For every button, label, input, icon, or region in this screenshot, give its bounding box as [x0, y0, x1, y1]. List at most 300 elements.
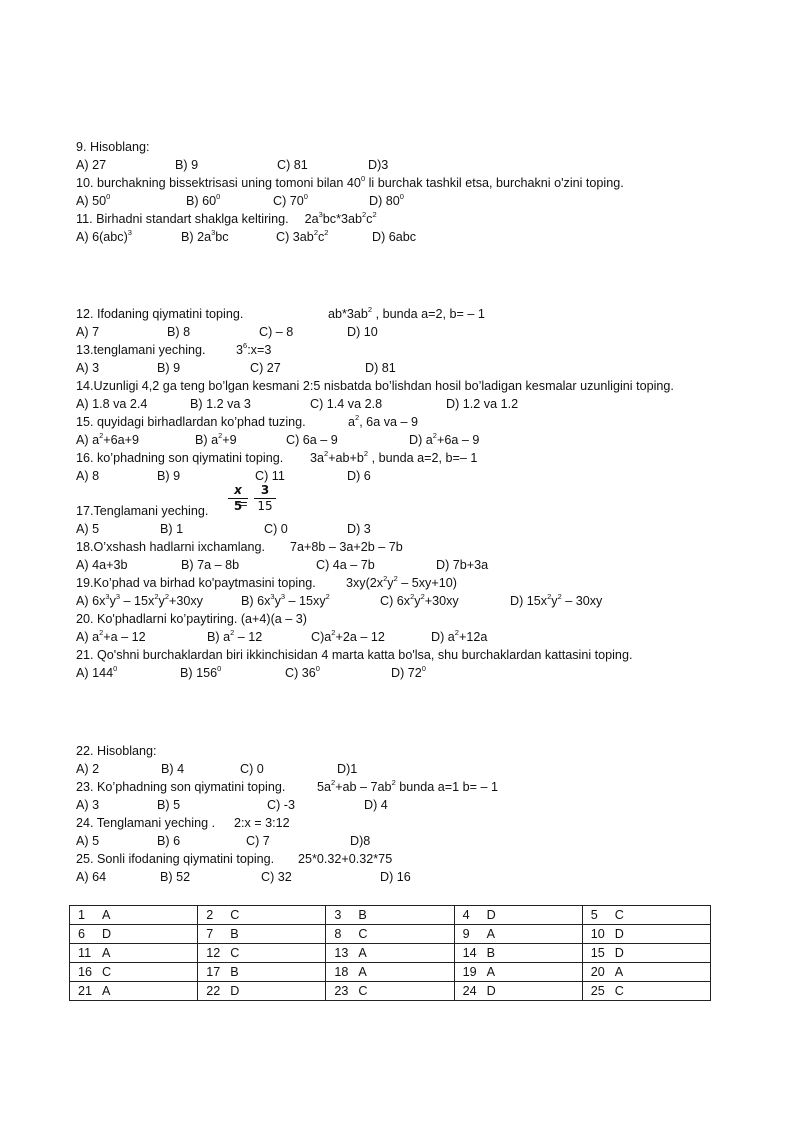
expression-text: , bunda a=2, b= – 1: [372, 307, 485, 321]
table-cell: [326, 944, 454, 963]
option-c: [276, 229, 328, 245]
expression: 2:x = 3:12: [234, 816, 290, 830]
table-cell: [582, 963, 710, 982]
option-text: A) 6x: [76, 594, 106, 608]
option-text: C) 70: [273, 194, 304, 208]
answer-number: 17: [206, 965, 221, 979]
question-text: 19.Ko’phad va birhad ko'paytmasini toping.: [76, 576, 316, 590]
answer-number: 22: [206, 984, 221, 998]
answer-number: 3: [334, 908, 342, 922]
table-cell: [70, 944, 198, 963]
question-13: [76, 342, 206, 358]
fraction-right: [254, 484, 276, 513]
option-a: A) 2: [76, 762, 100, 776]
question-text: 12. Ifodaning qiymatini toping.: [76, 307, 244, 321]
answer-number: 14: [462, 946, 477, 960]
option-text: C) 6a – 9: [286, 433, 338, 447]
option-a: A) 64: [76, 870, 107, 884]
option-text: A) 6(abc): [76, 230, 128, 244]
superscript: 2: [547, 592, 552, 601]
answer-number: 9: [462, 927, 470, 941]
superscript: 2: [454, 628, 459, 637]
option-d: D)3: [368, 158, 389, 172]
table-cell: [326, 925, 454, 944]
option-c: [380, 593, 459, 609]
answer-letter: A: [358, 946, 367, 960]
table-cell: [198, 906, 326, 925]
answer-letter: D: [102, 927, 112, 941]
superscript: 2: [324, 228, 329, 237]
option-c: C) 32: [261, 870, 292, 884]
table-row: [70, 925, 711, 944]
superscript: 2: [218, 431, 223, 440]
option-text: D) 6abc: [372, 230, 417, 244]
superscript: 2: [372, 210, 377, 219]
option-text: y: [109, 594, 116, 608]
expression-text: , 6a va – 9: [359, 415, 418, 429]
expression-text: – 5xy+10): [397, 576, 457, 590]
option-text: – 30xy: [561, 594, 603, 608]
expression-text: , bunda a=2, b=– 1: [368, 451, 478, 465]
superscript: 2: [230, 628, 235, 637]
option-text: y: [551, 594, 558, 608]
denominator: 15: [257, 499, 273, 513]
superscript: 2: [363, 449, 369, 458]
equals-sign: =: [240, 496, 248, 511]
answer-number: 12: [206, 946, 221, 960]
option-text: C) 3ab: [276, 230, 314, 244]
superscript: 2: [99, 628, 104, 637]
answer-number: 25: [590, 984, 605, 998]
option-text: B) a: [195, 433, 219, 447]
option-text: +2a – 12: [335, 630, 385, 644]
answer-letter: B: [486, 946, 495, 960]
answer-key-table: [69, 905, 711, 1001]
option-a: A) 3: [76, 361, 100, 375]
option-c: [285, 665, 320, 681]
question-20: [76, 611, 307, 627]
option-text: – 12: [234, 630, 263, 644]
table-cell: [70, 963, 198, 982]
expression-text: 3xy(2x: [346, 576, 384, 590]
expression: [346, 575, 457, 591]
option-b: B) 1.2 va 3: [190, 397, 251, 411]
option-a: A) 27: [76, 158, 107, 172]
option-d: [369, 193, 404, 209]
answer-number: 5: [590, 908, 598, 922]
superscript: 3: [211, 228, 216, 237]
expression: 2a: [304, 212, 319, 226]
answer-letter: C: [230, 908, 240, 922]
question-12: [76, 306, 243, 322]
option-a: A) 7: [76, 325, 100, 339]
superscript: 2: [331, 628, 336, 637]
option-d: D) 6: [347, 469, 371, 483]
superscript: 3: [270, 592, 275, 601]
expression-text: :x=3: [247, 343, 272, 357]
question-23: [76, 779, 285, 795]
table-cell: [582, 982, 710, 1001]
superscript: 2: [383, 574, 388, 583]
option-text: +6a+9: [103, 433, 140, 447]
option-text: B) 6x: [241, 594, 271, 608]
table-cell: [454, 982, 582, 1001]
answer-number: 24: [462, 984, 477, 998]
answer-letter: A: [102, 946, 111, 960]
option-c: C) 1.4 va 2.8: [310, 397, 383, 411]
option-text: +9: [222, 433, 237, 447]
superscript: 0: [399, 192, 404, 201]
answer-number: 18: [334, 965, 349, 979]
question-17: [76, 503, 208, 519]
option-a: A) 5: [76, 522, 100, 536]
answer-letter: B: [358, 908, 367, 922]
superscript: 2: [557, 592, 562, 601]
superscript: 0: [217, 664, 222, 673]
option-a: A) 3: [76, 798, 100, 812]
superscript: 3: [280, 592, 286, 601]
answer-letter: D: [230, 984, 240, 998]
option-b: B) 9: [175, 158, 199, 172]
option-text: +30xy: [169, 594, 203, 608]
superscript: 2: [99, 431, 104, 440]
option-b: B) 52: [160, 870, 191, 884]
answer-letter: D: [614, 927, 624, 941]
expression: [348, 414, 418, 430]
expression: 25*0.32+0.32*75: [298, 852, 393, 866]
option-c: C) – 8: [259, 325, 294, 339]
question-15: [76, 414, 306, 430]
table-cell: [70, 906, 198, 925]
table-cell: [70, 982, 198, 1001]
answer-letter: A: [102, 984, 111, 998]
answer-letter: C: [614, 984, 624, 998]
answer-number: 8: [334, 927, 342, 941]
question-text: 9. Hisoblang:: [76, 140, 150, 154]
expression: bc*3ab: [322, 212, 362, 226]
option-text: – 15xy: [285, 594, 326, 608]
option-text: B) 60: [186, 194, 217, 208]
option-a: A) 8: [76, 469, 100, 483]
option-text: A) a: [76, 433, 100, 447]
table-cell: [198, 944, 326, 963]
option-b: [241, 593, 330, 609]
option-a: A) 1.8 va 2.4: [76, 397, 148, 411]
option-text: D) a: [431, 630, 455, 644]
answer-number: 13: [334, 946, 349, 960]
superscript: 0: [106, 192, 111, 201]
option-b: [180, 665, 221, 681]
superscript: 2: [154, 592, 159, 601]
table-cell: [454, 925, 582, 944]
option-text: +a – 12: [103, 630, 146, 644]
expression: 7a+8b – 3a+2b – 7b: [290, 540, 403, 554]
option-d: D)8: [350, 834, 371, 848]
expression: c: [366, 212, 373, 226]
question-text: 18.O’xshash hadlarni ixchamlang.: [76, 540, 266, 554]
option-b: [195, 432, 237, 448]
expression: [236, 342, 271, 358]
option-text: y: [158, 594, 165, 608]
question-text: 11. Birhadni standart shaklga keltiring.: [76, 212, 289, 226]
superscript: 0: [113, 664, 118, 673]
table-cell: [326, 963, 454, 982]
question-text: 17.Tenglamani yeching.: [76, 504, 209, 518]
option-d: D) 16: [380, 870, 411, 884]
option-text: C) 6x: [380, 594, 411, 608]
option-text: +12a: [458, 630, 488, 644]
option-c: C) 7: [246, 834, 270, 848]
option-d: D)1: [337, 762, 358, 776]
option-text: C)a: [311, 630, 332, 644]
answer-number: 10: [590, 927, 605, 941]
option-text: D) a: [409, 433, 433, 447]
superscript: 2: [313, 228, 318, 237]
option-text: A) 50: [76, 194, 107, 208]
option-text: y: [274, 594, 281, 608]
superscript: 0: [421, 664, 426, 673]
answer-letter: A: [486, 965, 495, 979]
option-c: C) 11: [255, 469, 285, 483]
table-row: [70, 906, 711, 925]
option-c: [286, 432, 338, 448]
expression-text: a: [348, 415, 356, 429]
option-c: C) 0: [264, 522, 288, 536]
option-d: D) 81: [365, 361, 396, 375]
answer-letter: C: [230, 946, 240, 960]
expression: [317, 779, 498, 795]
question-text: 22. Hisoblang:: [76, 744, 157, 758]
superscript: 0: [315, 664, 320, 673]
option-a: [76, 229, 132, 245]
option-d: D) 7b+3a: [436, 558, 489, 572]
answer-number: 15: [590, 946, 605, 960]
option-b: B) 1: [160, 522, 184, 536]
option-text: D) 72: [391, 666, 422, 680]
table-cell: [326, 982, 454, 1001]
superscript: 6: [243, 341, 248, 350]
option-text: c: [317, 230, 325, 244]
answer-number: 7: [206, 927, 214, 941]
option-b: B) 9: [157, 469, 181, 483]
question-text: 21. Qo'shni burchaklardan biri ikkinchisidan 4 marta katta bo'lsa, shu burchaklardan kattasini toping.: [76, 648, 633, 662]
expression: [310, 450, 477, 466]
table-cell: [582, 944, 710, 963]
option-d: [510, 593, 602, 609]
option-d: D) 4: [364, 798, 388, 812]
answer-letter: C: [102, 965, 112, 979]
answer-number: 4: [462, 908, 470, 922]
answer-number: 19: [462, 965, 477, 979]
superscript: 2: [164, 592, 169, 601]
option-c: C) -3: [267, 798, 295, 812]
numerator: 3: [260, 483, 270, 497]
expression-text: y: [387, 576, 394, 590]
superscript: 2: [355, 413, 360, 422]
answer-letter: A: [614, 965, 624, 979]
answer-number: 20: [590, 965, 605, 979]
option-a: [76, 629, 146, 645]
question-text: 20. Ko'phadlarni ko’paytiring. (a+4)(a – 3): [76, 612, 307, 626]
table-cell: [198, 925, 326, 944]
table-cell: [198, 982, 326, 1001]
answer-letter: B: [230, 927, 239, 941]
superscript: 2: [393, 574, 398, 583]
option-a: A) 4a+3b: [76, 558, 128, 572]
option-b: B) 4: [161, 762, 185, 776]
question-text: 23. Ko’phadning son qiymatini toping.: [76, 780, 286, 794]
option-text: C) 36: [285, 666, 316, 680]
answer-letter: D: [614, 946, 624, 960]
expression-text: 3a: [310, 451, 325, 465]
question-text: 25. Sonli ifodaning qiymatini toping.: [76, 852, 275, 866]
table-row: [70, 982, 711, 1001]
option-b: B) 7a – 8b: [181, 558, 240, 572]
table-row: [70, 963, 711, 982]
answer-number: 6: [78, 927, 86, 941]
answer-letter: D: [486, 984, 496, 998]
option-text: y: [414, 594, 421, 608]
option-c: [311, 629, 385, 645]
superscript: 2: [420, 592, 425, 601]
table-cell: [582, 906, 710, 925]
superscript: 2: [410, 592, 415, 601]
question-14: [76, 378, 674, 394]
answer-number: 1: [78, 908, 86, 922]
question-text: 13.tenglamani yeching.: [76, 343, 206, 357]
expression-text: ab*3ab: [328, 307, 368, 321]
expression-text: +ab+b: [328, 451, 364, 465]
answer-letter: A: [102, 908, 111, 922]
superscript: 2: [391, 778, 396, 787]
superscript: 3: [105, 592, 110, 601]
option-c: C) 0: [240, 762, 264, 776]
question-9: [76, 139, 150, 155]
expression-text: 3: [236, 343, 244, 357]
answer-letter: C: [358, 984, 368, 998]
question-25: [76, 851, 274, 867]
option-d: [391, 665, 426, 681]
question-text: 15. quyidagi birhadlardan ko’phad tuzing.: [76, 415, 306, 429]
option-text: +6a – 9: [436, 433, 480, 447]
question-10: [76, 175, 624, 191]
option-c: C) 81: [277, 158, 308, 172]
option-a: [76, 432, 139, 448]
expression: [328, 306, 485, 322]
question-18: [76, 539, 265, 555]
option-b: [207, 629, 262, 645]
table-cell: [326, 906, 454, 925]
option-text: +30xy: [424, 594, 459, 608]
table-cell: [198, 963, 326, 982]
option-a: [76, 665, 117, 681]
expression-text: 5a: [317, 780, 332, 794]
table-cell: [454, 906, 582, 925]
option-b: [186, 193, 220, 209]
option-a: A) 5: [76, 834, 100, 848]
option-a: [76, 193, 110, 209]
option-text: B) 2a: [181, 230, 212, 244]
option-d: D) 10: [347, 325, 378, 339]
expression-text: bunda a=1 b= – 1: [395, 780, 498, 794]
option-text: D) 80: [369, 194, 400, 208]
expression-text: +ab – 7ab: [335, 780, 392, 794]
option-d: [431, 629, 487, 645]
option-b: B) 5: [157, 798, 181, 812]
question-text: 10. burchakning bissektrisasi uning tomoni bilan 40: [76, 176, 361, 190]
superscript: 0: [216, 192, 221, 201]
superscript: 0: [303, 192, 308, 201]
option-text: bc: [215, 230, 229, 244]
superscript: 0: [360, 174, 366, 183]
answer-number: 21: [78, 984, 93, 998]
option-c: C) 4a – 7b: [316, 558, 375, 572]
option-text: B) a: [207, 630, 231, 644]
option-b: B) 6: [157, 834, 181, 848]
superscript: 2: [331, 778, 336, 787]
answer-letter: C: [614, 908, 624, 922]
answer-number: 16: [78, 965, 93, 979]
denominator: 5: [233, 499, 243, 513]
option-d: [409, 432, 479, 448]
option-b: [181, 229, 229, 245]
answer-number: 23: [334, 984, 349, 998]
superscript: 2: [367, 305, 373, 314]
answer-letter: B: [230, 965, 239, 979]
table-cell: [582, 925, 710, 944]
option-text: A) a: [76, 630, 100, 644]
table-cell: [70, 925, 198, 944]
answer-number: 11: [78, 946, 92, 960]
table-cell: [454, 944, 582, 963]
table-row: [70, 944, 711, 963]
question-21: [76, 647, 632, 663]
superscript: 2: [362, 210, 367, 219]
superscript: 2: [325, 592, 330, 601]
superscript: 3: [115, 592, 121, 601]
question-19: [76, 575, 316, 591]
option-text: B) 156: [180, 666, 218, 680]
answer-letter: A: [358, 965, 367, 979]
option-text: A) 144: [76, 666, 114, 680]
question-24: [76, 815, 215, 831]
answer-letter: D: [486, 908, 496, 922]
option-a: [76, 593, 203, 609]
question-text: 14.Uzunligi 4,2 ga teng bo’lgan kesmani 2:5 nisbatda bo’lishdan hosil bo’ladigan kesmalar uzunligini toping.: [76, 379, 674, 393]
option-b: B) 8: [167, 325, 191, 339]
superscript: 3: [318, 210, 323, 219]
option-d: [372, 229, 416, 245]
question-16: [76, 450, 283, 466]
option-c: [273, 193, 308, 209]
option-c: C) 27: [250, 361, 281, 375]
question-text-tail: li burchak tashkil etsa, burchakni o'zini toping.: [365, 176, 624, 190]
answer-letter: A: [486, 927, 495, 941]
option-d: D) 3: [347, 522, 371, 536]
question-11: [76, 211, 377, 227]
option-text: – 15x: [120, 594, 155, 608]
answer-letter: C: [358, 927, 368, 941]
option-text: D) 15x: [510, 594, 548, 608]
superscript: 3: [127, 228, 132, 237]
superscript: 2: [324, 449, 329, 458]
answer-number: 2: [206, 908, 214, 922]
option-b: B) 9: [157, 361, 181, 375]
table-cell: [454, 963, 582, 982]
superscript: 2: [432, 431, 437, 440]
question-text: 24. Tenglamani yeching .: [76, 816, 216, 830]
question-22: [76, 743, 157, 759]
